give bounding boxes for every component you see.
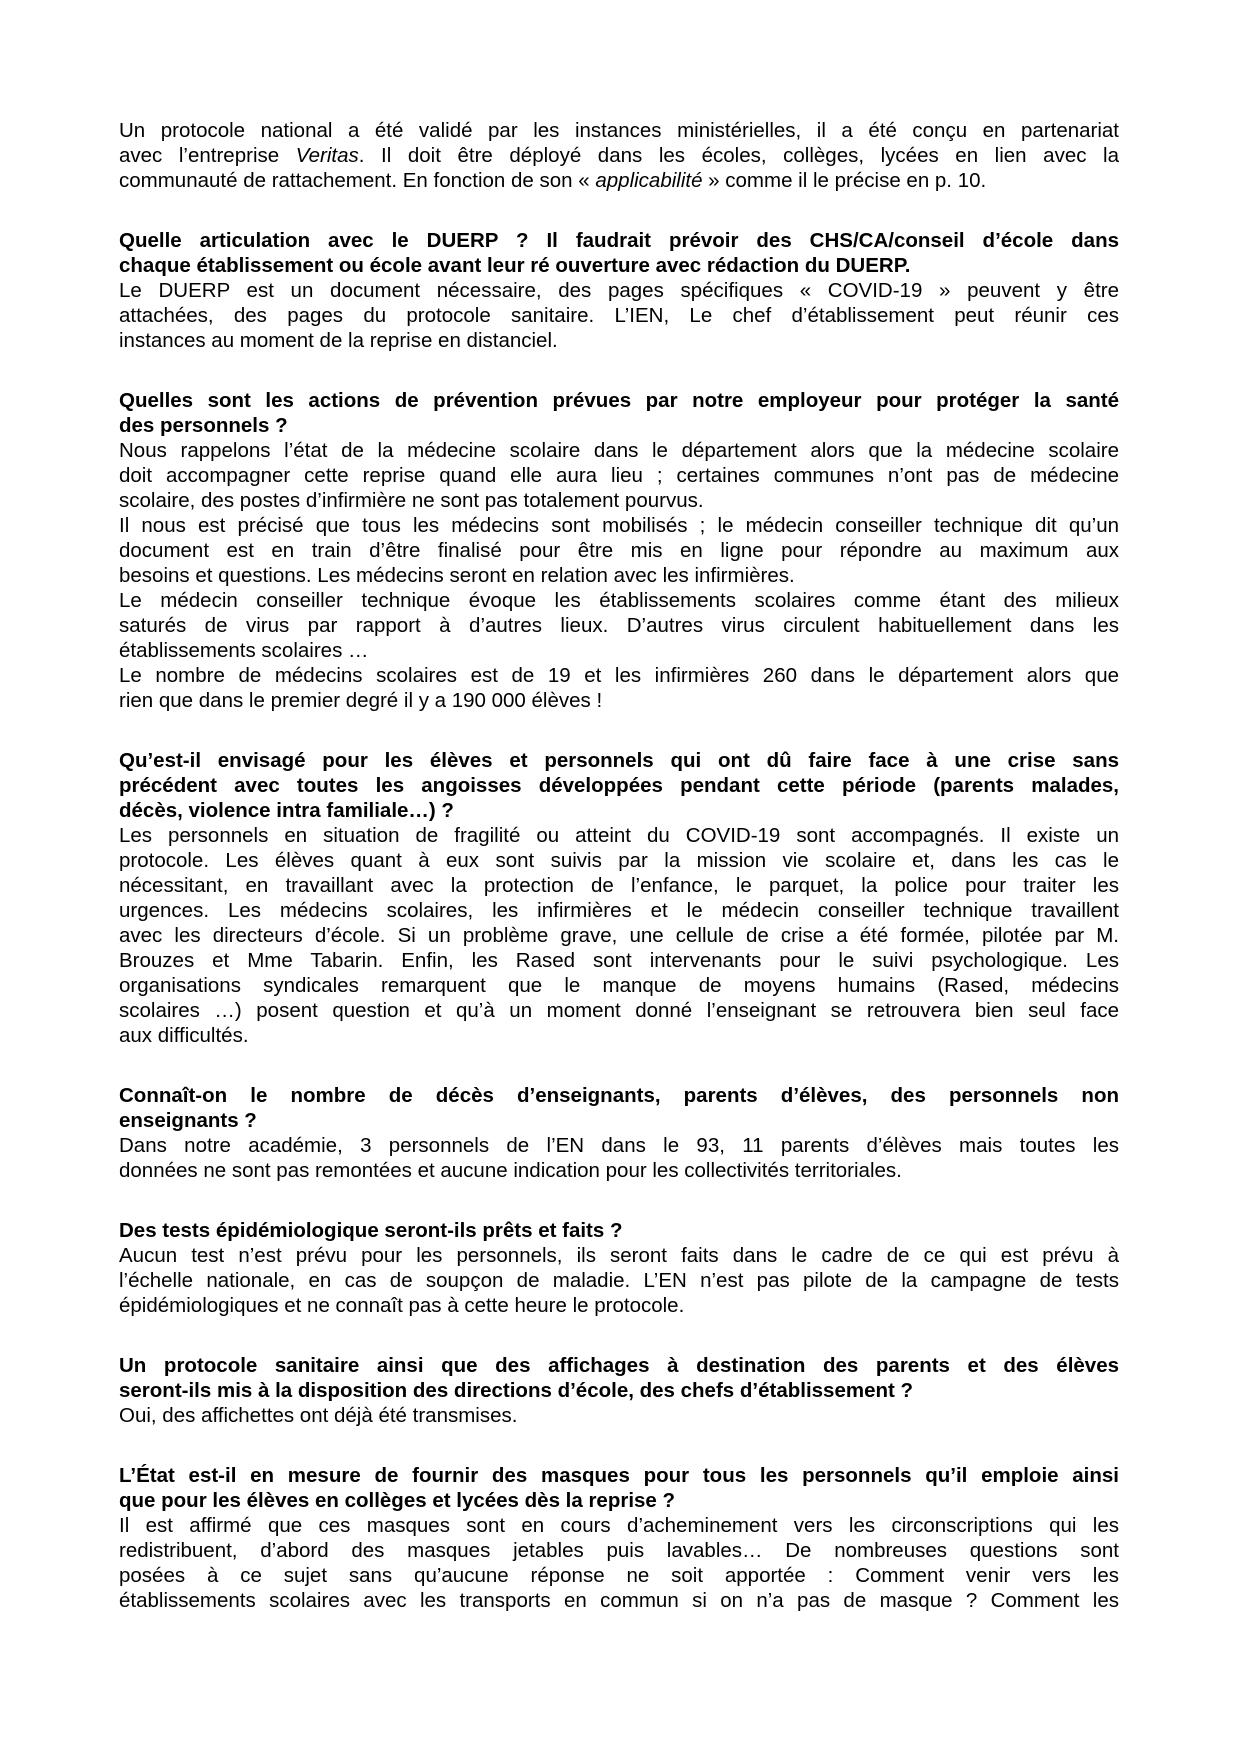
question-heading [119,1083,1119,1133]
question-line: précédent avec toutes les angoisses développées pendant cette période (parents malades, [119,774,1119,797]
answer-line: Aucun test n’est prévu pour les personnels, ils seront faits dans le cadre de ce qui est prévu à [119,1244,1119,1267]
qa-tests [119,1218,1119,1318]
question-heading [119,388,1119,438]
answer-text [119,1403,1119,1428]
answer-line: données ne sont pas remontées et aucune indication pour les collectivités territoriales. [119,1159,902,1182]
answer-line: rien que dans le premier degré il y a 190 000 élèves ! [119,689,603,712]
answer-line: Le médecin conseiller technique évoque les établissements scolaires comme étant des milieux [119,589,1119,612]
qa-masks [119,1463,1119,1613]
answer-line: protocole. Les élèves quant à eux sont suivis par la mission vie scolaire et, dans les cas le [119,849,1119,872]
question-line: décès, violence intra familiale…) ? [119,799,454,822]
answer-line: établissements scolaires avec les transports en commun si on n’a pas de masque ? Comment les [119,1589,1119,1612]
answer-text [119,278,1119,353]
answer-line: doit accompagner cette reprise quand elle aura lieu ; certaines communes n’ont pas de médecine [119,464,1119,487]
question-line: que pour les élèves en collèges et lycées dès la reprise ? [119,1489,676,1512]
document-page [119,118,1119,1648]
emphasized-term: applicabilité [595,169,703,192]
question-heading [119,1353,1119,1403]
qa-prevention [119,388,1119,713]
question-line: Quelle articulation avec le DUERP ? Il faudrait prévoir des CHS/CA/conseil d’école dans [119,229,1119,252]
answer-line: scolaires …) posent question et qu’à un moment donné l’enseignant se retrouvera bien seul face [119,999,1119,1022]
intro-paragraph [119,118,1119,193]
question-line: Des tests épidémiologique seront-ils prêts et faits ? [119,1219,623,1242]
answer-line: Oui, des affichettes ont déjà été transmises. [119,1404,518,1427]
answer-line: instances au moment de la reprise en distanciel. [119,329,558,352]
question-heading [119,1463,1119,1513]
answer-line: Le nombre de médecins scolaires est de 19 et les infirmières 260 dans le département alors que [119,664,1119,687]
question-heading [119,748,1119,823]
answer-line: établissements scolaires … [119,639,369,662]
answer-text [119,1133,1119,1183]
answer-line: Il nous est précisé que tous les médecins sont mobilisés ; le médecin conseiller technique dit qu’un [119,514,1119,537]
question-line: des personnels ? [119,414,288,437]
answer-line: posées à ce sujet sans qu’aucune réponse ne soit apportée : Comment venir vers les [119,1564,1119,1587]
question-line: Qu’est-il envisagé pour les élèves et personnels qui ont dû faire face à une crise sans [119,749,1119,772]
answer-line: avec les directeurs d’école. Si un problème grave, une cellule de crise a été formée, pilotée par M. [119,924,1119,947]
question-line: Connaît-on le nombre de décès d’enseignants, parents d’élèves, des personnels non [119,1084,1119,1107]
question-line: seront-ils mis à la disposition des directions d’école, des chefs d’établissement ? [119,1379,914,1402]
answer-line: scolaire, des postes d’infirmière ne sont pas totalement pourvus. [119,489,704,512]
answer-line: saturés de virus par rapport à d’autres lieux. D’autres virus circulent habituellement dans les [119,614,1119,637]
question-heading [119,228,1119,278]
answer-line: Brouzes et Mme Tabarin. Enfin, les Rased sont intervenants pour le suivi psychologique. Les [119,949,1119,972]
answer-line: Le DUERP est un document nécessaire, des pages spécifiques « COVID-19 » peuvent y être [119,279,1119,302]
answer-line: Les personnels en situation de fragilité ou atteint du COVID-19 sont accompagnés. Il existe un [119,824,1119,847]
answer-line: document est en train d’être finalisé pour être mis en ligne pour répondre au maximum aux [119,539,1119,562]
question-heading [119,1218,1119,1243]
question-line: chaque établissement ou école avant leur ré ouverture avec rédaction du DUERP. [119,254,911,277]
answer-line: Dans notre académie, 3 personnels de l’EN dans le 93, 11 parents d’élèves mais toutes les [119,1134,1119,1157]
answer-line: attachées, des pages du protocole sanitaire. L’IEN, Le chef d’établissement peut réunir ces [119,304,1119,327]
text-line: Un protocole national a été validé par les instances ministérielles, il a été conçu en partenariat [119,119,1119,142]
qa-sanitary-protocol [119,1353,1119,1428]
answer-line: Il est affirmé que ces masques sont en cours d’acheminement vers les circonscriptions qui les [119,1514,1119,1537]
answer-line: aux difficultés. [119,1024,249,1047]
answer-line: nécessitant, en travaillant avec la protection de l’enfance, le parquet, la police pour traiter les [119,874,1119,897]
question-line: L’État est-il en mesure de fournir des masques pour tous les personnels qu’il emploie ainsi [119,1464,1119,1487]
answer-text [119,1243,1119,1318]
answer-line: redistribuent, d’abord des masques jetables puis lavables… De nombreuses questions sont [119,1539,1119,1562]
question-line: Quelles sont les actions de prévention prévues par notre employeur pour protéger la santé [119,389,1119,412]
answer-line: l’échelle nationale, en cas de soupçon de maladie. L’EN n’est pas pilote de la campagne de tests [119,1269,1119,1292]
answer-line: épidémiologiques et ne connaît pas à cette heure le protocole. [119,1294,685,1317]
answer-text [119,1513,1119,1613]
answer-text [119,438,1119,713]
answer-line: urgences. Les médecins scolaires, les infirmières et le médecin conseiller technique travaillent [119,899,1119,922]
qa-duerp [119,228,1119,353]
qa-deaths [119,1083,1119,1183]
text-line: avec l’entreprise Veritas. Il doit être déployé dans les écoles, collèges, lycées en lien avec la [119,144,1119,167]
answer-text [119,823,1119,1048]
question-line: Un protocole sanitaire ainsi que des affichages à destination des parents et des élèves [119,1354,1119,1377]
answer-line: organisations syndicales remarquent que le manque de moyens humains (Rased, médecins [119,974,1119,997]
answer-line: Nous rappelons l’état de la médecine scolaire dans le département alors que la médecine scolaire [119,439,1119,462]
question-line: enseignants ? [119,1109,257,1132]
company-name: Veritas [295,144,359,167]
qa-crisis-support [119,748,1119,1048]
answer-line: besoins et questions. Les médecins seront en relation avec les infirmières. [119,564,795,587]
text-line: communauté de rattachement. En fonction de son « applicabilité » comme il le précise en p. 10. [119,169,987,192]
